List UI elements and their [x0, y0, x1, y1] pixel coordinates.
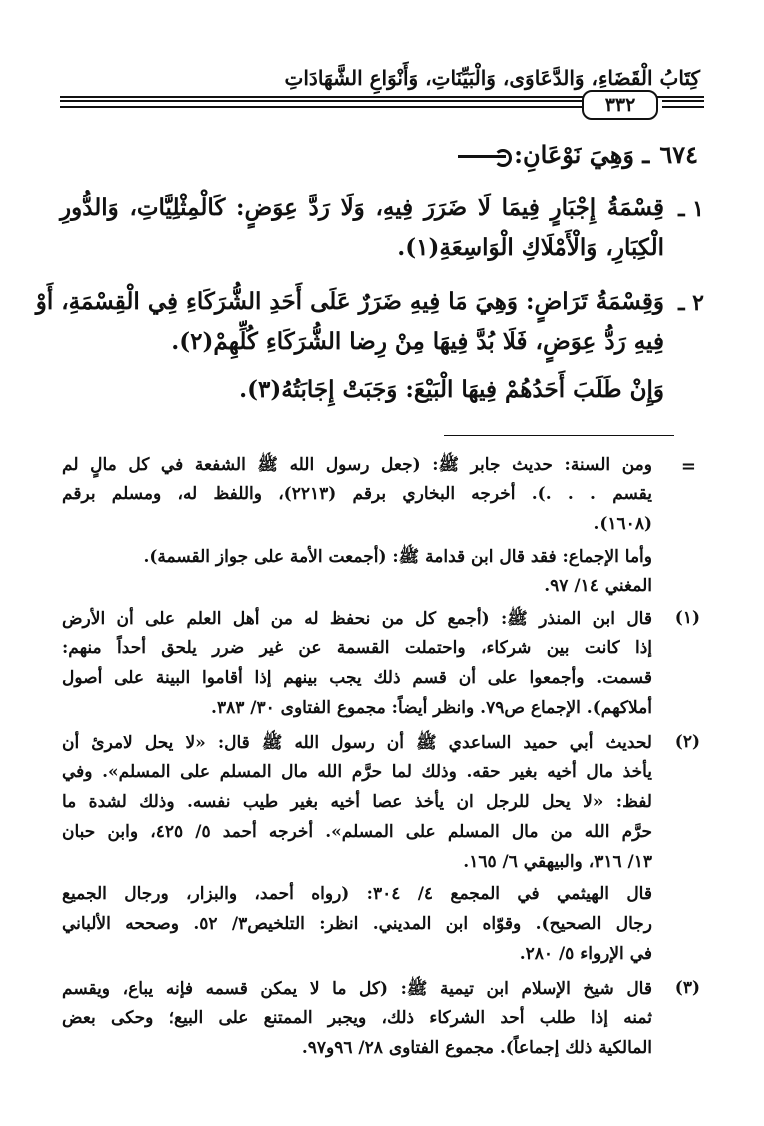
footnote-line: (١٦٠٨).: [593, 514, 652, 534]
footnote-line: قال الهيثمي في المجمع ٤/ ٣٠٤: (رواه أحمد، والبزار، ورجال الجميع: [62, 884, 652, 904]
item-number: ٢ ـ: [678, 290, 704, 316]
footnote-line: في الإرواء ٥/ ٢٨٠.: [519, 944, 652, 964]
running-header-title: كِتَابُ الْقَضَاءِ، وَالدَّعَاوَى، وَالْبَيِّنَاتِ، وَأَنْوَاعِ الشَّهَادَاتِ: [284, 66, 700, 90]
item-line: قِسْمَةُ إِجْبَارٍ فِيمَا لَا ضَرَرَ فِيهِ، وَلَا رَدَّ عِوَضٍ: كَالْمِثْلِيَّاتِ، وَالدُّورِ: [60, 194, 664, 221]
item-number: ١ ـ: [678, 196, 704, 222]
page-number: ٣٣٢: [582, 90, 658, 120]
footnote-line: ١٣/ ٣١٦، والبيهقي ٦/ ١٦٥.: [463, 852, 652, 872]
item-line: فِيهِ رَدُّ عِوَضٍ، فَلَا بُدَّ فِيهَا مِنْ رِضا الشُّرَكَاءِ كُلِّهِمْ(٢).: [171, 328, 664, 355]
section-heading-text: ـ وَهِيَ نَوْعَانِ:: [514, 140, 650, 169]
footnote-line: قال شيخ الإسلام ابن تيمية ﷺ: (كل ما لا يمكن قسمه فإنه يباع، ويقسم: [62, 979, 652, 999]
item-line: الْكِبَارِ، وَالْأَمْلَاكِ الْوَاسِعَةِ(١).: [397, 234, 664, 261]
page-number-rule-left: [60, 100, 582, 108]
footnote-line: يأخذ مال أخيه بغير حقه. وذلك لما حرَّم الله مال المسلم على المسلم». وفي: [62, 762, 652, 782]
footnote-number: (٢): [674, 732, 700, 752]
footnote-line: وأما الإجماع: فقد قال ابن قدامة ﷺ: (أجمعت الأمة على جواز القسمة).: [143, 547, 652, 567]
footnote-line: ثمنه إذا طلب أحد الشركاء ذلك، ويجبر الممتنع على البيع؛ وحكى بعض: [62, 1008, 652, 1028]
footnote-continuation-marker: =: [680, 456, 696, 477]
footnote-line: رجال الصحيح). وقوّاه ابن المديني. انظر: التلخيص٣/ ٥٢. وصححه الألباني: [62, 914, 652, 934]
footnote-line: يقسم . . .). أخرجه البخاري برقم (٢٢١٣)، واللفظ له، ومسلم برقم: [62, 484, 653, 504]
item-line: وَإِنْ طَلَبَ أَحَدُهُمْ فِيهَا الْبَيْعَ: وَجَبَتْ إِجَابَتُهُ(٣).: [239, 376, 664, 403]
footnote-number: (٣): [674, 978, 700, 998]
footnote-line: لحديث أبي حميد الساعدي ﷺ أن رسول الله ﷺ قال: «لا يحل لامرئ أن: [62, 733, 652, 753]
footnote-line: المالكية ذلك إجماعاً). مجموع الفتاوى ٢٨/ ٩٦و٩٧.: [301, 1038, 652, 1058]
footnote-line: قال ابن المنذر ﷺ: (أجمع كل من نحفظ له من أهل العلم على أن الأرض: [62, 609, 652, 629]
footnote-line: لفظ: «لا يحل للرجل ان يأخذ عصا أخيه بغير طيب نفسه. وذلك لشدة ما: [62, 792, 652, 812]
footnote-line: حرَّم الله من مال المسلم على المسلم». أخرجه أحمد ٥/ ٤٢٥، وابن حبان: [62, 822, 652, 842]
page-number-rule-right: [662, 100, 704, 108]
section-number: ٦٧٤: [659, 140, 698, 169]
footnote-line: قسمت. وأجمعوا على أن قسم ذلك يجب بينهم إذا أقاموا البينة على أصول: [62, 668, 652, 688]
footnote-line: أملاكهم). الإجماع ص٧٩. وانظر أيضاً: مجموع الفتاوى ٣٠/ ٣٨٣.: [211, 698, 652, 718]
footnote-line: المغني ١٤/ ٩٧.: [544, 576, 652, 596]
footnote-line: إذا كانت بين شركاء، واحتملت القسمة عن غير ضرر يلحق أحداً منهم:: [62, 638, 652, 658]
section-heading: [64, 140, 704, 169]
footnote-separator: [444, 435, 674, 436]
footnote-line: ومن السنة: حديث جابر ﷺ: (جعل رسول الله ﷺ الشفعة في كل مالٍ لم: [62, 455, 652, 475]
item-line: وَقِسْمَةُ تَرَاضٍ: وَهِيَ مَا فِيهِ ضَرَرٌ عَلَى أَحَدِ الشُّرَكَاءِ فِي الْقِسْمَةِ، أَوْ: [35, 288, 664, 315]
ornament-icon: [458, 155, 506, 158]
footnote-number: (١): [674, 608, 700, 628]
